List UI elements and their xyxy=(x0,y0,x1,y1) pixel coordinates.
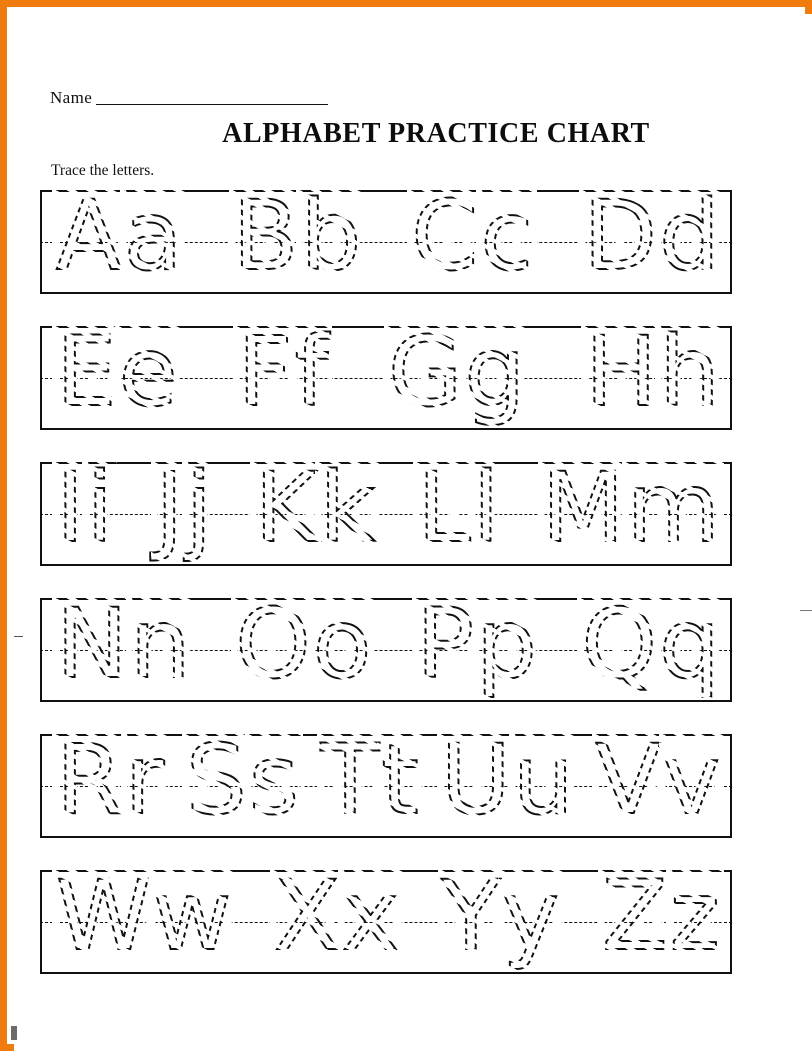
lowercase-p-glyph: p xyxy=(475,588,537,700)
lowercase-r-glyph: r xyxy=(124,724,165,836)
dashed-midline xyxy=(40,922,732,923)
lowercase-z-glyph: z xyxy=(669,860,720,972)
uppercase-f-glyph: F xyxy=(237,316,293,428)
lowercase-k-glyph: k xyxy=(319,452,375,564)
uppercase-s-glyph: S xyxy=(185,724,247,836)
uppercase-u-glyph: U xyxy=(440,724,511,836)
uppercase-h-glyph: H xyxy=(584,316,658,428)
lowercase-j-glyph: j xyxy=(185,452,213,564)
dashed-midline xyxy=(40,514,732,515)
lowercase-t-glyph: t xyxy=(381,724,419,836)
lowercase-o-glyph: o xyxy=(312,588,372,700)
uppercase-a-glyph: A xyxy=(56,180,122,292)
lowercase-g-glyph: g xyxy=(464,316,526,428)
uppercase-g-glyph: G xyxy=(387,316,463,428)
trace-row[interactable] xyxy=(40,860,732,978)
lowercase-y-glyph: y xyxy=(502,860,560,972)
uppercase-p-glyph: P xyxy=(416,588,474,700)
right-edge-tick xyxy=(800,610,812,611)
uppercase-c-glyph: C xyxy=(411,180,479,292)
lowercase-e-glyph: e xyxy=(118,316,178,428)
uppercase-v-glyph: V xyxy=(595,724,662,836)
trace-row[interactable] xyxy=(40,724,732,842)
lowercase-q-glyph: q xyxy=(659,588,720,700)
lowercase-v-glyph: v xyxy=(663,724,720,836)
page-title: ALPHABET PRACTICE CHART xyxy=(222,118,650,149)
lowercase-d-glyph: d xyxy=(659,180,720,292)
name-label: Name xyxy=(50,88,93,107)
instruction-text: Trace the letters. xyxy=(51,162,155,179)
worksheet-sheet xyxy=(14,14,812,1051)
uppercase-l-glyph: L xyxy=(417,452,471,564)
uppercase-m-glyph: M xyxy=(541,452,625,564)
lowercase-h-glyph: h xyxy=(659,316,720,428)
uppercase-q-glyph: Q xyxy=(581,588,658,700)
uppercase-j-glyph: J xyxy=(155,452,184,564)
dashed-midline xyxy=(40,786,732,787)
uppercase-z-glyph: Z xyxy=(601,860,668,972)
lowercase-l-glyph: l xyxy=(472,452,500,564)
uppercase-x-glyph: X xyxy=(274,860,340,972)
uppercase-k-glyph: K xyxy=(254,452,318,564)
uppercase-n-glyph: N xyxy=(56,588,128,700)
uppercase-b-glyph: B xyxy=(232,180,299,292)
uppercase-r-glyph: R xyxy=(56,724,123,836)
uppercase-t-glyph: T xyxy=(320,724,380,836)
trace-row[interactable] xyxy=(40,316,732,434)
dashed-midline xyxy=(40,242,732,243)
lowercase-a-glyph: a xyxy=(123,180,183,292)
trace-rows xyxy=(40,180,740,1006)
uppercase-o-glyph: O xyxy=(235,588,311,700)
name-write-line[interactable] xyxy=(96,103,328,105)
uppercase-y-glyph: Y xyxy=(441,860,501,972)
name-field-row xyxy=(50,88,328,108)
left-edge-tick xyxy=(14,636,23,637)
uppercase-w-glyph: W xyxy=(56,860,151,972)
lowercase-x-glyph: x xyxy=(341,860,399,972)
uppercase-i-glyph: I xyxy=(56,452,85,564)
trace-row[interactable] xyxy=(40,588,732,706)
lowercase-s-glyph: s xyxy=(248,724,299,836)
corner-mark xyxy=(11,1026,17,1040)
lowercase-u-glyph: u xyxy=(512,724,574,836)
dashed-midline xyxy=(40,650,732,651)
lowercase-f-glyph: f xyxy=(294,316,329,428)
lowercase-i-glyph: i xyxy=(86,452,113,564)
trace-row[interactable] xyxy=(40,180,732,298)
uppercase-d-glyph: D xyxy=(583,180,658,292)
lowercase-c-glyph: c xyxy=(480,180,534,292)
dashed-midline xyxy=(40,378,732,379)
trace-row[interactable] xyxy=(40,452,732,570)
lowercase-b-glyph: b xyxy=(300,180,362,292)
lowercase-w-glyph: w xyxy=(152,860,232,972)
lowercase-n-glyph: n xyxy=(129,588,191,700)
uppercase-e-glyph: E xyxy=(56,316,117,428)
lowercase-m-glyph: m xyxy=(626,452,720,564)
